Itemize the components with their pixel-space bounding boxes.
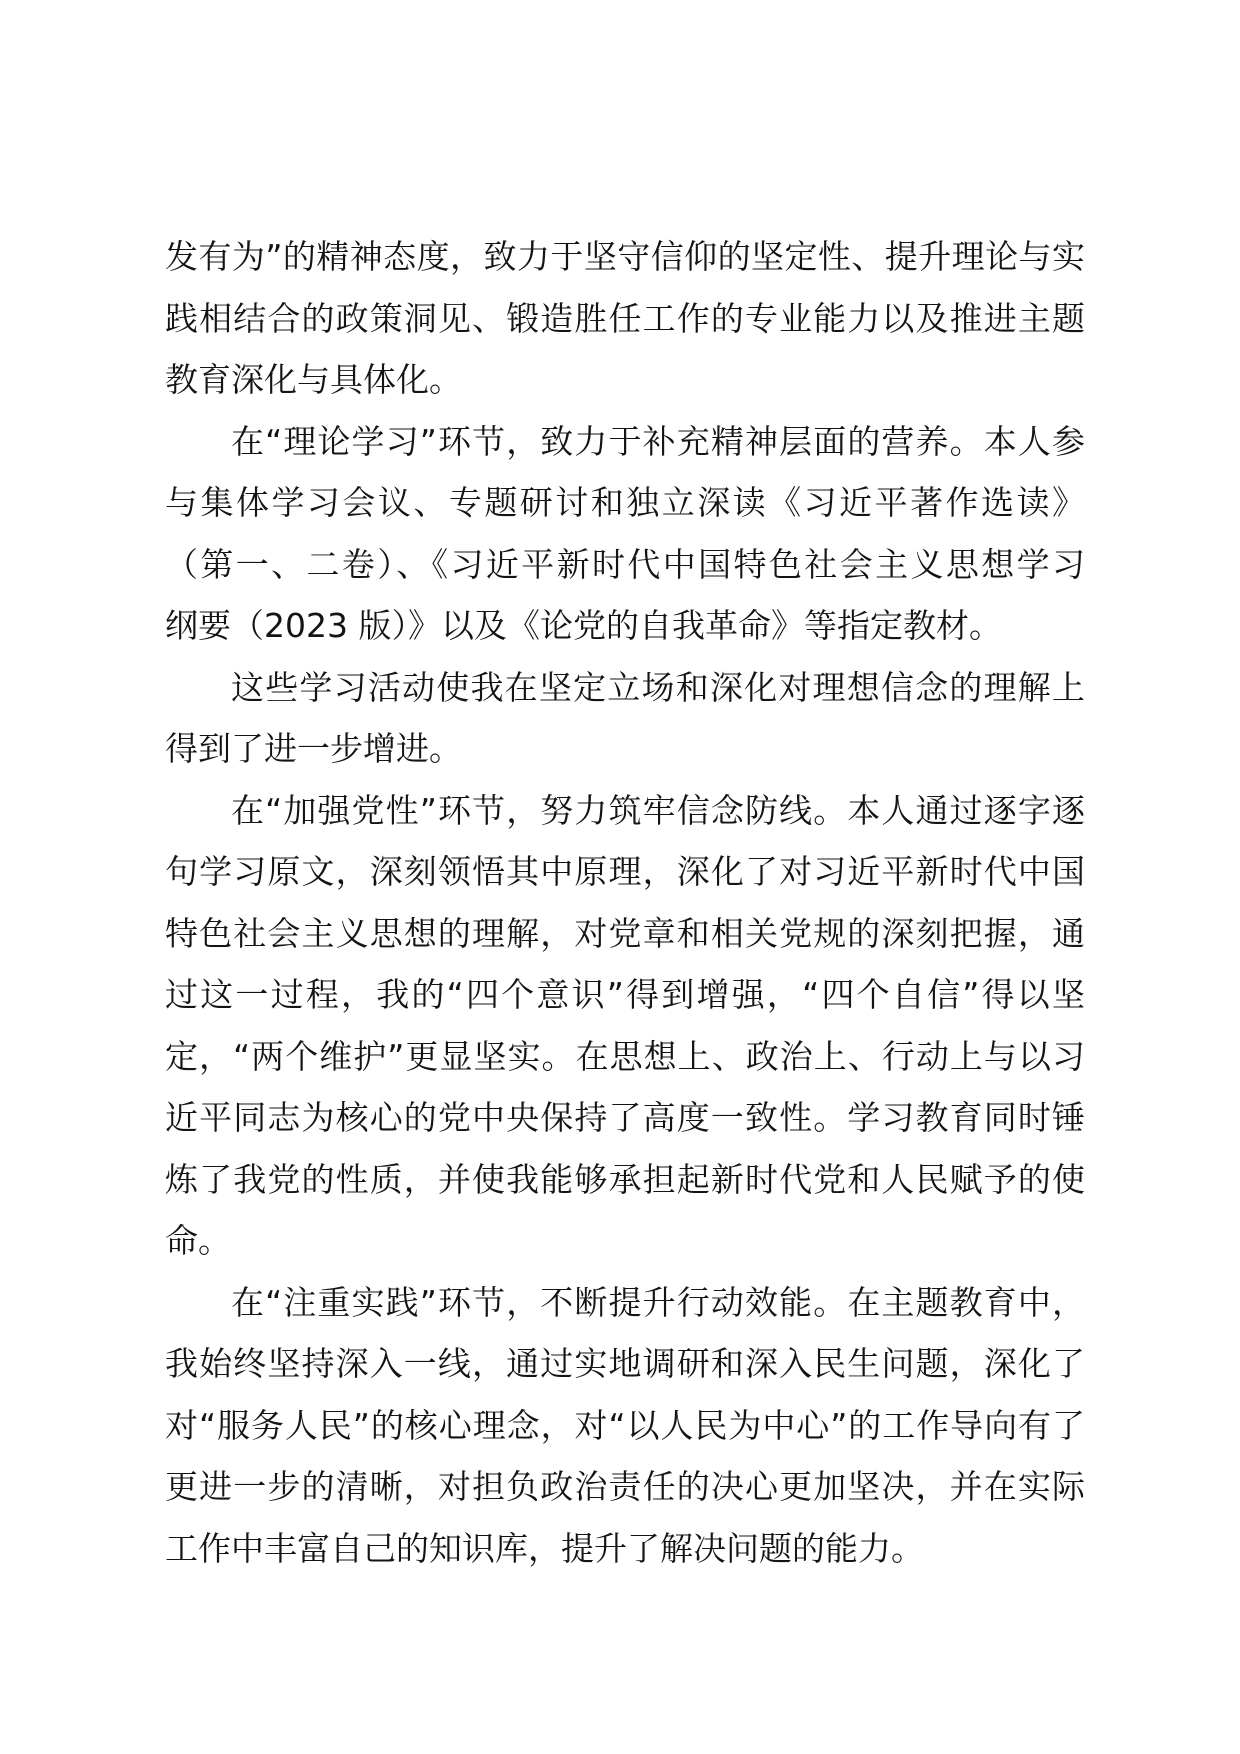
document-body (165, 226, 1085, 1579)
text-line: 炼了我党的性质，并使我能够承担起新时代党和人民赋予的使 (165, 1159, 1085, 1199)
text-line: 纲要（2023 版）》以及《论党的自我革命》等指定教材。 (165, 606, 1002, 645)
text-line: 特色社会主义思想的理解，对党章和相关党规的深刻把握，通 (165, 913, 1085, 953)
text-line: 定，“两个维护”更显坚实。在思想上、政治上、行动上与以习 (165, 1036, 1085, 1076)
text-line: 更进一步的清晰，对担负政治责任的决心更加坚决，并在实际 (165, 1467, 1085, 1506)
text-line: 在“理论学习”环节，致力于补充精神层面的营养。本人参 (231, 421, 1085, 461)
text-line: 在“加强党性”环节，努力筑牢信念防线。本人通过逐字逐 (231, 790, 1085, 830)
text-line: 在“注重实践”环节，不断提升行动效能。在主题教育中， (231, 1282, 1085, 1322)
text-line: 对“服务人民”的核心理念，对“以人民为中心”的工作导向有了 (165, 1405, 1085, 1445)
text-line: 与集体学习会议、专题研讨和独立深读《习近平著作选读》 (165, 483, 1085, 522)
text-line: 句学习原文，深刻领悟其中原理，深化了对习近平新时代中国 (165, 852, 1085, 891)
text-line: 教育深化与具体化。 (165, 360, 462, 399)
text-line: 发有为”的精神态度，致力于坚守信仰的坚定性、提升理论与实 (165, 237, 1085, 276)
text-line: 过这一过程，我的“四个意识”得到增强，“四个自信”得以坚 (165, 975, 1085, 1014)
text-line: 践相结合的政策洞见、锻造胜任工作的专业能力以及推进主题 (165, 298, 1085, 338)
text-line: （第一、二卷）、《习近平新时代中国特色社会主义思想学习 (165, 544, 1085, 584)
text-line: 我始终坚持深入一线，通过实地调研和深入民生问题，深化了 (165, 1344, 1085, 1383)
text-line: 这些学习活动使我在坚定立场和深化对理想信念的理解上 (231, 667, 1085, 707)
text-line: 命。 (165, 1221, 231, 1260)
text-line: 得到了进一步增进。 (165, 729, 462, 768)
text-line: 工作中丰富自己的知识库，提升了解决问题的能力。 (165, 1528, 924, 1568)
text-line: 近平同志为核心的党中央保持了高度一致性。学习教育同时锤 (165, 1098, 1085, 1137)
